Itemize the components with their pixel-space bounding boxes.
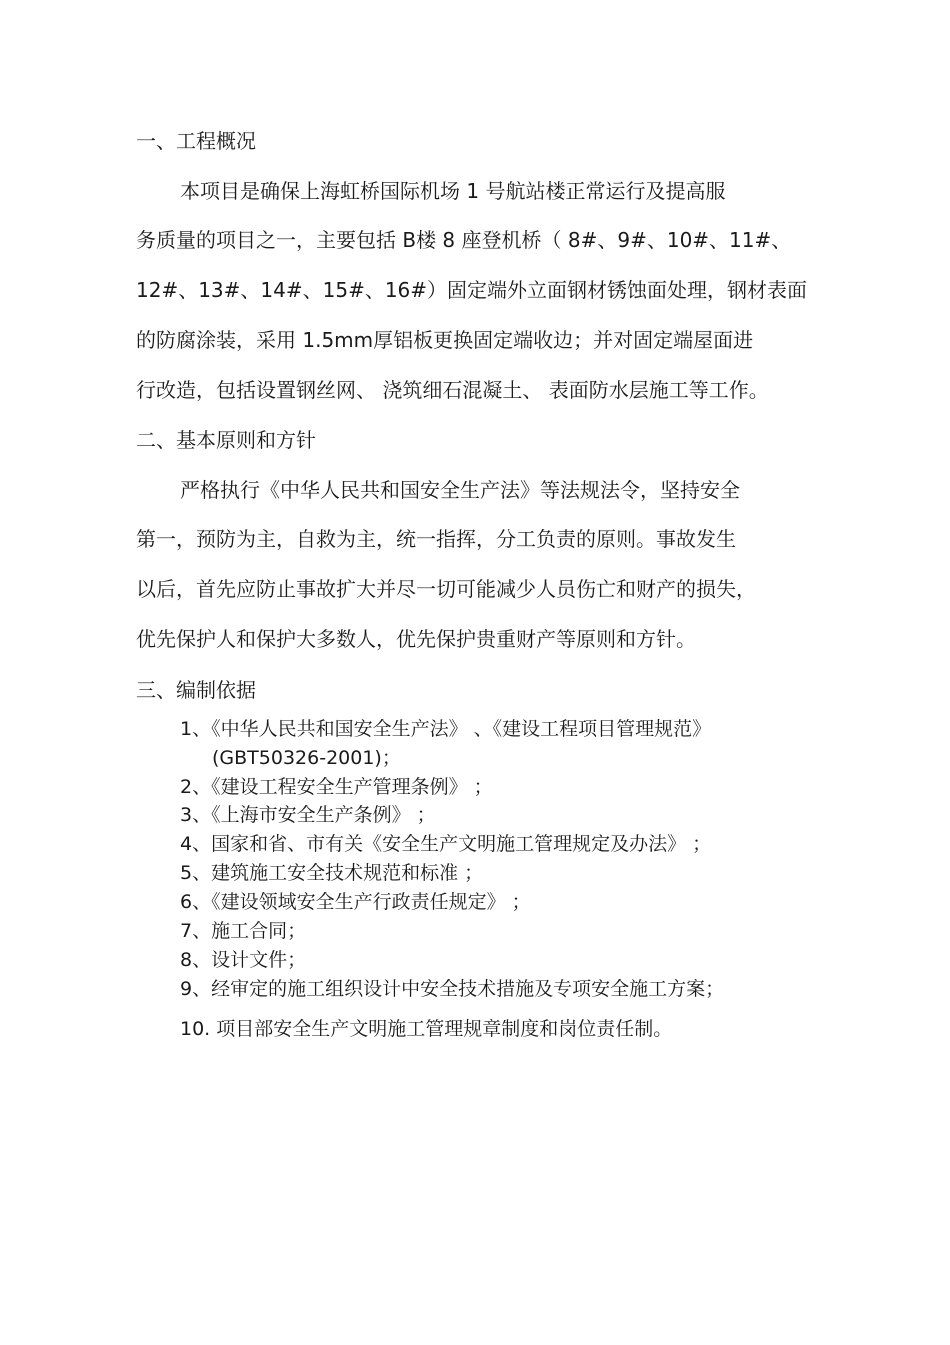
section-heading-basis: 三、编制依据 bbox=[136, 678, 256, 702]
basis-list-item: (GBT50326-2001)； bbox=[212, 747, 401, 769]
section-heading-overview: 一、工程概况 bbox=[136, 129, 256, 153]
basis-list-item: 8、设计文件； bbox=[180, 949, 307, 971]
paragraph-line: 第一，预防为主，自救为主，统一指挥，分工负责的原则。事故发生 bbox=[136, 527, 736, 551]
basis-list-item: 9、经审定的施工组织设计中安全技术措施及专项安全施工方案； bbox=[180, 978, 725, 1000]
basis-list-item: 6、《建设领域安全生产行政责任规定》 ； bbox=[180, 891, 531, 913]
basis-list-item: 4、国家和省、市有关《安全生产文明施工管理规定及办法》 ； bbox=[180, 833, 712, 855]
paragraph-line: 本项目是确保上海虹桥国际机场 1 号航站楼正常运行及提高服 bbox=[180, 179, 726, 203]
basis-list-item: 2、《建设工程安全生产管理条例》 ； bbox=[180, 776, 493, 798]
basis-list-item: 1、《中华人民共和国安全生产法》 、《建设工程项目管理规范》 bbox=[180, 718, 712, 740]
paragraph-line: 的防腐涂装，采用 1.5mm厚铝板更换固定端收边；并对固定端屋面进 bbox=[136, 328, 754, 352]
basis-list-item: 10. 项目部安全生产文明施工管理规章制度和岗位责任制。 bbox=[180, 1018, 673, 1040]
paragraph-line: 优先保护人和保护大多数人，优先保护贵重财产等原则和方针。 bbox=[136, 627, 696, 651]
paragraph-line: 以后，首先应防止事故扩大并尽一切可能减少人员伤亡和财产的损失， bbox=[136, 577, 756, 601]
paragraph-line: 严格执行《中华人民共和国安全生产法》等法规法令，坚持安全 bbox=[180, 478, 740, 502]
basis-list-item: 7、施工合同； bbox=[180, 920, 307, 942]
section-heading-principles: 二、基本原则和方针 bbox=[136, 428, 316, 452]
basis-list-item: 3、《上海市安全生产条例》 ； bbox=[180, 804, 436, 826]
basis-list-item: 5、建筑施工安全技术规范和标准 ； bbox=[180, 862, 484, 884]
paragraph-line: 务质量的项目之一，主要包括 B楼 8 座登机桥（ 8#、9#、10#、11#、 bbox=[136, 228, 792, 252]
paragraph-line: 12#、13#、14#、15#、16#）固定端外立面钢材锈蚀面处理，钢材表面 bbox=[136, 278, 808, 302]
paragraph-line: 行改造，包括设置钢丝网、 浇筑细石混凝土、 表面防水层施工等工作。 bbox=[136, 378, 769, 402]
